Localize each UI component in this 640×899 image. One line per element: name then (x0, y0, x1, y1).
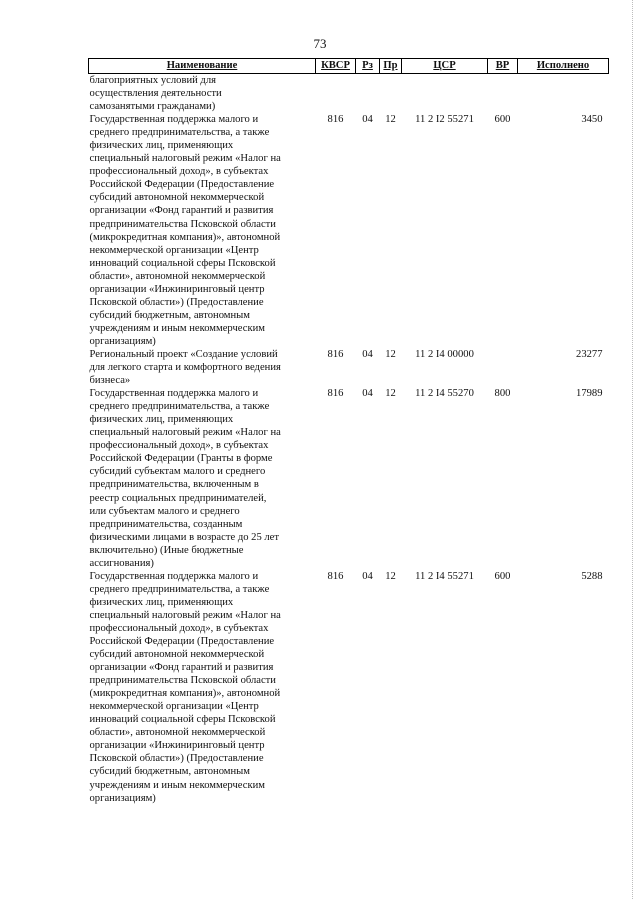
budget-table (88, 58, 609, 805)
cell-vr: 600 (494, 114, 511, 126)
header-vr: ВР (488, 59, 518, 74)
cell-csr (402, 74, 488, 114)
cell-executed: 23277 (576, 348, 603, 360)
cell-rz: 04 (362, 570, 373, 582)
cell-rz (356, 74, 380, 114)
cell-name: Государственная поддержка малого и среднего предпринимательства, а также физических лиц, применяющих специальный налоговый режим «Налог на профессиональный доход», в субъектах Российской Федерации (Предоставление субсидий автономной некоммерческой организации «Фонд гарантий и развития предпринимательства Псковской области (микрокредитная компания)», автономной некоммерческой организации «Центр инноваций социальной сферы Псковской области», автономной некоммерческой организации «Инжиниринговый центр Псковской области») (Предоставление субсидий бюджетным, автономным учреждениям и иным некоммерческим организациям) (89, 570, 281, 804)
cell-kvsr: 816 (327, 114, 344, 126)
cell-name: благоприятных условий для осуществления деятельности самозанятыми гражданами) (89, 75, 222, 113)
cell-vr: 800 (494, 388, 511, 400)
cell-csr: 11 2 I2 55271 (415, 114, 474, 126)
cell-executed: 17989 (576, 388, 603, 400)
header-pr: Пр (380, 59, 402, 74)
cell-rz: 04 (362, 348, 373, 360)
cell-rz: 04 (362, 114, 373, 126)
cell-name: Региональный проект «Создание условий для легкого старта и комфортного ведения бизнеса» (89, 348, 281, 387)
cell-name: Государственная поддержка малого и среднего предпринимательства, а также физических лиц, применяющих специальный налоговый режим «Налог на профессиональный доход», в субъектах Российской Федерации (Гранты в форме субсидий субъектам малого и среднего предпринимательства, включенным в реестр социальных предпринимателей, или субъектам малого и среднего предпринимательства, созданным физическими лицами в возрасте до 25 лет включительно) (Иные бюджетные ассигнования) (89, 388, 281, 569)
cell-name: Государственная поддержка малого и среднего предпринимательства, а также физических лиц, применяющих специальный налоговый режим «Налог на профессиональный доход», в субъектах Российской Федерации (Предоставление субсидий автономной некоммерческой организации «Фонд гарантий и развития предпринимательства Псковской области (микрокредитная компания)», автономной некоммерческой организации «Центр инноваций социальной сферы Псковской области», автономной некоммерческой организации «Инжиниринговый центр Псковской области») (Предоставление субсидий бюджетным, автономным учреждениям и иным некоммерческим организациям) (89, 114, 281, 347)
cell-vr (488, 74, 518, 114)
table-row (89, 74, 609, 114)
table-header-row (89, 59, 609, 74)
cell-executed: 3450 (581, 114, 603, 126)
cell-executed (518, 74, 609, 114)
cell-vr (488, 348, 518, 387)
header-name: Наименование (89, 59, 316, 74)
cell-pr: 12 (385, 114, 396, 126)
cell-kvsr: 816 (327, 570, 344, 582)
table-row (89, 113, 609, 348)
header-executed: Исполнено (518, 59, 609, 74)
table-row (89, 387, 609, 570)
cell-pr (380, 74, 402, 114)
page-edge (632, 0, 634, 899)
table-row (89, 570, 609, 805)
cell-kvsr: 816 (327, 388, 344, 400)
cell-kvsr: 816 (327, 348, 344, 360)
cell-csr: 11 2 I4 55270 (415, 388, 474, 400)
cell-pr: 12 (385, 570, 396, 582)
cell-kvsr (316, 74, 356, 114)
header-rz: Рз (356, 59, 380, 74)
cell-pr: 12 (385, 388, 396, 400)
header-kvsr: КВСР (316, 59, 356, 74)
page-number: 73 (313, 36, 327, 51)
cell-vr: 600 (494, 570, 511, 582)
cell-rz: 04 (362, 388, 373, 400)
cell-csr: 11 2 I4 55271 (415, 570, 474, 582)
cell-executed: 5288 (581, 570, 603, 582)
cell-pr: 12 (385, 348, 396, 360)
cell-csr: 11 2 I4 00000 (415, 348, 474, 360)
header-csr: ЦСР (402, 59, 488, 74)
table-row (89, 348, 609, 387)
